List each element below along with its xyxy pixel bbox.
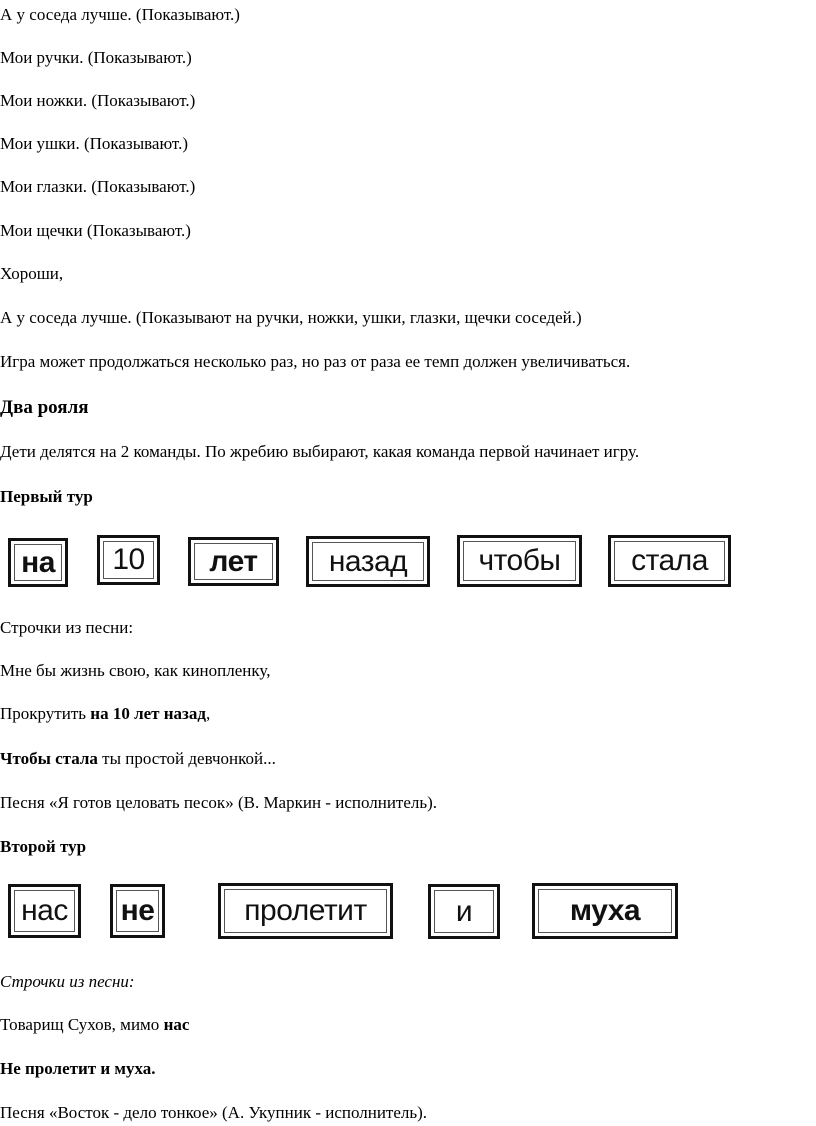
word-card: назад	[306, 536, 430, 587]
round1-lyric-1: Мне бы жизнь свою, как кинопленку,	[0, 661, 271, 680]
verse-line-2: Мои ручки. (Показывают.)	[0, 48, 192, 67]
verse-line-7: Хороши,	[0, 264, 64, 283]
word-card: и	[428, 884, 500, 939]
round2-song-intro: Строчки из песни:	[0, 972, 135, 991]
game-note: Игра может продолжаться несколько раз, но раз от раза ее темп должен увеличиваться.	[0, 352, 631, 371]
verse-line-4: Мои ушки. (Показывают.)	[0, 134, 188, 153]
verse-line-6: Мои щечки (Показывают.)	[0, 221, 191, 240]
word-card: не	[110, 884, 165, 938]
round1-lyric-3: Чтобы стала ты простой девчонкой...	[0, 749, 276, 768]
verse-line-1: А у соседа лучше. (Показывают.)	[0, 5, 240, 24]
section-intro: Дети делятся на 2 команды. По жребию выбирают, какая команда первой начинает игру.	[0, 442, 640, 461]
round2-lyric-2: Не пролетит и муха.	[0, 1059, 156, 1078]
word-card: лет	[188, 537, 279, 586]
verse-line-5: Мои глазки. (Показывают.)	[0, 177, 196, 196]
round2-lyric-1: Товарищ Сухов, мимо нас	[0, 1015, 190, 1034]
word-card: стала	[608, 535, 731, 587]
word-card: нас	[8, 884, 81, 938]
word-card: на	[8, 538, 68, 587]
verse-line-3: Мои ножки. (Показывают.)	[0, 91, 196, 110]
verse-line-8: А у соседа лучше. (Показывают на ручки, ножки, ушки, глазки, щечки соседей.)	[0, 308, 582, 327]
round2-title: Второй тур	[0, 837, 87, 856]
round1-lyric-2: Прокрутить на 10 лет назад,	[0, 704, 211, 723]
round1-song-intro: Строчки из песни:	[0, 618, 134, 637]
word-card: 10	[97, 535, 160, 585]
round2-credit: Песня «Восток - дело тонкое» (А. Укупник - исполнитель).	[0, 1103, 428, 1122]
word-card: чтобы	[457, 535, 582, 587]
word-card: пролетит	[218, 883, 393, 939]
section-title: Два рояля	[0, 397, 89, 418]
round1-credit: Песня «Я готов целовать песок» (В. Маркин - исполнитель).	[0, 793, 438, 812]
word-card: муха	[532, 883, 678, 939]
round1-title: Первый тур	[0, 487, 93, 506]
